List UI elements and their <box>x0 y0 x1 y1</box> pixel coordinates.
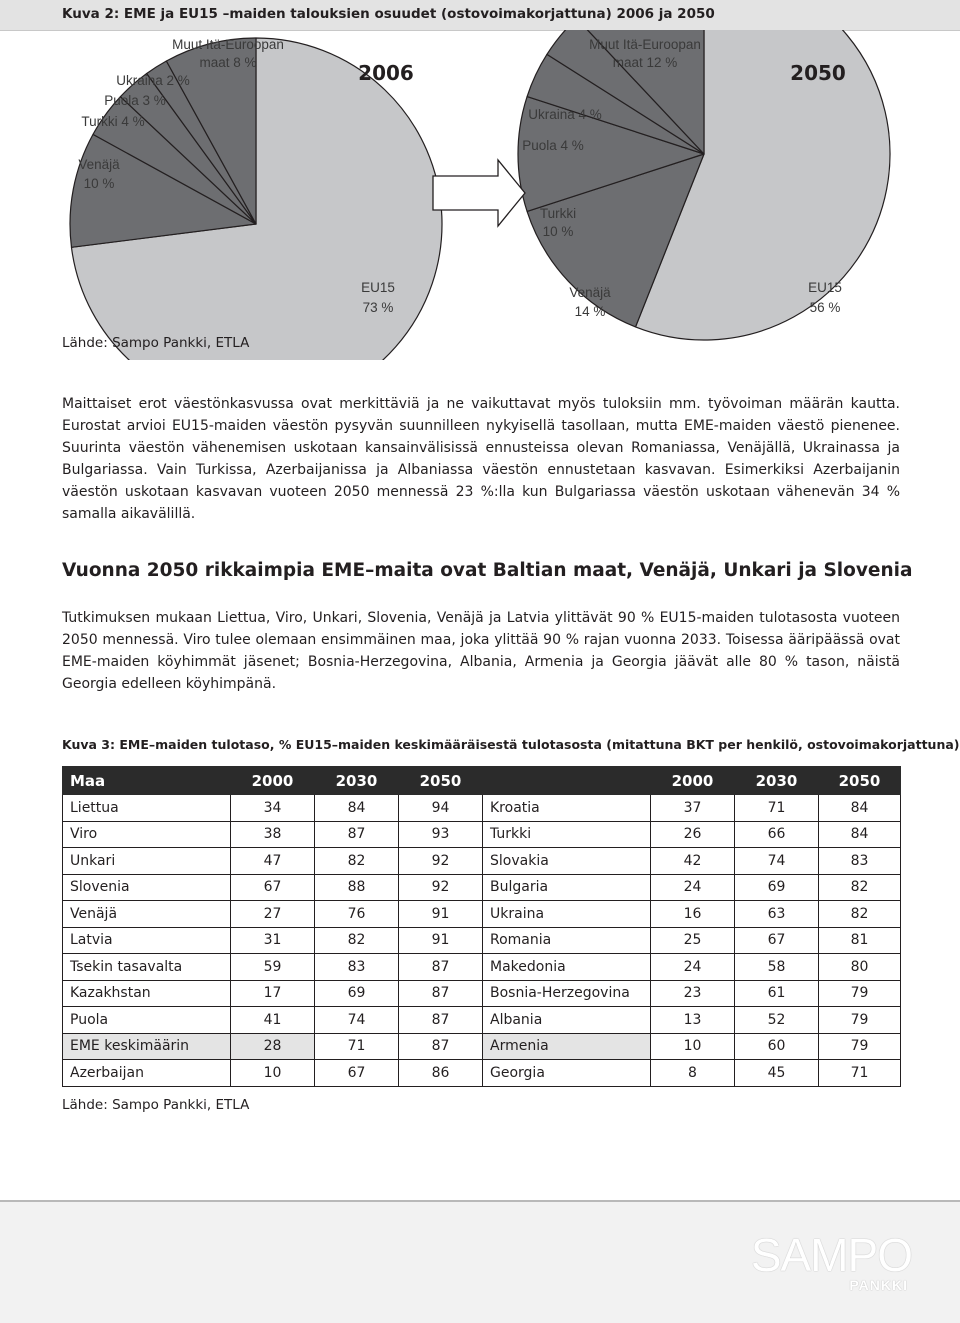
table-cell-value: 79 <box>819 980 901 1007</box>
table-cell-value: 17 <box>231 980 315 1007</box>
table-cell-country: Puola <box>63 1007 231 1034</box>
table-cell-value: 87 <box>399 1033 483 1060</box>
table-cell-value: 58 <box>735 954 819 981</box>
col-header-blank <box>483 767 651 795</box>
label-2050-eu15-line1: EU15 <box>808 280 842 295</box>
table-cell-value: 8 <box>651 1060 735 1087</box>
table-cell-value: 82 <box>819 901 901 928</box>
table-cell-value: 91 <box>399 901 483 928</box>
table-cell-value: 38 <box>231 821 315 848</box>
table-cell-value: 92 <box>399 848 483 875</box>
table-cell-value: 31 <box>231 927 315 954</box>
col-header-2000-right: 2000 <box>651 767 735 795</box>
table-cell-value: 28 <box>231 1033 315 1060</box>
table-cell-country: Kroatia <box>483 795 651 822</box>
label-2050-turkki-line2: 10 % <box>542 224 574 239</box>
table-row <box>63 1033 901 1060</box>
table-cell-value: 87 <box>399 980 483 1007</box>
table-row <box>63 795 901 822</box>
label-2050-muut-line2: maat 12 % <box>612 55 678 70</box>
table-cell-country: Azerbaijan <box>63 1060 231 1087</box>
label-2006-puola: Puola 3 % <box>104 93 166 108</box>
table-cell-country: Slovenia <box>63 874 231 901</box>
section-heading: Vuonna 2050 rikkaimpia EME–maita ovat Baltian maat, Venäjä, Unkari ja Slovenia <box>62 560 913 581</box>
sampo-logo: SAMPO <box>750 1229 912 1281</box>
label-2006-eu15-line1: EU15 <box>361 280 395 295</box>
label-2050-venaja-line2: 14 % <box>574 304 606 319</box>
table-row <box>63 1060 901 1087</box>
table-cell-country: Albania <box>483 1007 651 1034</box>
table-cell-country: Turkki <box>483 821 651 848</box>
table-cell-value: 45 <box>735 1060 819 1087</box>
table-cell-value: 26 <box>651 821 735 848</box>
table-cell-value: 24 <box>651 954 735 981</box>
table-cell-value: 10 <box>651 1033 735 1060</box>
col-header-maa: Maa <box>63 767 231 795</box>
table-cell-value: 47 <box>231 848 315 875</box>
pie-charts <box>0 30 960 360</box>
label-2006-turkki: Turkki 4 % <box>81 114 145 129</box>
label-2006-eu15-line2: 73 % <box>362 300 394 315</box>
table-cell-value: 82 <box>315 848 399 875</box>
table-cell-country: Liettua <box>63 795 231 822</box>
table-row <box>63 954 901 981</box>
table-cell-value: 84 <box>315 795 399 822</box>
table-cell-value: 87 <box>399 954 483 981</box>
label-2050-ukraina: Ukraina 4 % <box>528 107 602 122</box>
table-cell-value: 52 <box>735 1007 819 1034</box>
label-2006-muut-line2: maat 8 % <box>199 55 257 70</box>
table-cell-value: 83 <box>819 848 901 875</box>
table-cell-value: 92 <box>399 874 483 901</box>
paragraph-population: Maittaiset erot väestönkasvussa ovat merkittäviä ja ne vaikuttavat myös tuloksiin mm. työvoiman määrän kautta. Eurostat arvioi EU15-maiden väestön pysyvän suunnilleen nykyisellä tasollaan, mutta EME-maiden väestö pienenee. Suurinta väestön vähenemisen uskotaan kansainvälisissä ennusteissa olevan Romaniassa, Venäjällä, Ukrainassa ja Bulgariassa. Vain Turkissa, Azerbaijanissa ja Albaniassa väestön ennustetaan kasvavan. Esimerkiksi Azerbaijanin väestön uskotaan kasvavan vuoteen 2050 mennessä 23 %:lla kun Bulgariassa väestön uskotaan vähenevän 34 % samalla aikavälillä. <box>62 396 900 522</box>
label-2006-venaja-line2: 10 % <box>83 176 115 191</box>
table-cell-value: 84 <box>819 795 901 822</box>
figure-3-caption: Kuva 3: EME–maiden tulotaso, % EU15–maiden keskimääräisestä tulotasosta (mitattuna BKT per henkilö, ostovoimakorjattuna) <box>62 737 960 752</box>
table-cell-value: 80 <box>819 954 901 981</box>
table-cell-value: 83 <box>315 954 399 981</box>
table-cell-value: 16 <box>651 901 735 928</box>
table-cell-country: EME keskimäärin <box>63 1033 231 1060</box>
table-cell-value: 59 <box>231 954 315 981</box>
label-2050-venaja-line1: Venäjä <box>569 285 611 300</box>
label-2050-turkki-line1: Turkki <box>539 206 577 221</box>
table-cell-country: Armenia <box>483 1033 651 1060</box>
table-cell-value: 93 <box>399 821 483 848</box>
table-cell-country: Unkari <box>63 848 231 875</box>
sampo-logo-sub: PANKKI <box>849 1277 908 1293</box>
table-cell-value: 23 <box>651 980 735 1007</box>
table-cell-value: 69 <box>315 980 399 1007</box>
figure-2-caption: Kuva 2: EME ja EU15 –maiden talouksien osuudet (ostovoimakorjattuna) 2006 ja 2050 <box>62 6 715 22</box>
figure-2-source: Lähde: Sampo Pankki, ETLA <box>62 335 250 351</box>
table-cell-country: Kazakhstan <box>63 980 231 1007</box>
table-cell-value: 69 <box>735 874 819 901</box>
figure-3-source: Lähde: Sampo Pankki, ETLA <box>62 1097 250 1113</box>
table-cell-country: Makedonia <box>483 954 651 981</box>
table-cell-value: 87 <box>399 1007 483 1034</box>
table-cell-value: 87 <box>315 821 399 848</box>
table-cell-value: 24 <box>651 874 735 901</box>
label-2006-muut-line1: Muut Itä-Euroopan <box>172 37 284 52</box>
table-cell-value: 63 <box>735 901 819 928</box>
col-header-2050-right: 2050 <box>819 767 901 795</box>
table-cell-value: 84 <box>819 821 901 848</box>
table-row <box>63 980 901 1007</box>
table-cell-country: Venäjä <box>63 901 231 928</box>
table-cell-value: 71 <box>819 1060 901 1087</box>
table-cell-value: 10 <box>231 1060 315 1087</box>
table-cell-value: 82 <box>819 874 901 901</box>
table-cell-value: 71 <box>315 1033 399 1060</box>
col-header-2050-left: 2050 <box>399 767 483 795</box>
table-cell-value: 67 <box>315 1060 399 1087</box>
table-cell-country: Viro <box>63 821 231 848</box>
arrow-icon <box>433 160 525 226</box>
label-2006-venaja-line1: Venäjä <box>78 157 120 172</box>
col-header-2030-left: 2030 <box>315 767 399 795</box>
income-table <box>62 766 901 1087</box>
label-2050-eu15-line2: 56 % <box>809 300 841 315</box>
table-cell-value: 13 <box>651 1007 735 1034</box>
col-header-2000-left: 2000 <box>231 767 315 795</box>
table-row <box>63 821 901 848</box>
table-cell-country: Tsekin tasavalta <box>63 954 231 981</box>
table-cell-value: 67 <box>231 874 315 901</box>
table-cell-country: Bulgaria <box>483 874 651 901</box>
table-cell-value: 81 <box>819 927 901 954</box>
table-cell-country: Romania <box>483 927 651 954</box>
table-row <box>63 1007 901 1034</box>
label-2050-puola: Puola 4 % <box>522 138 584 153</box>
table-cell-value: 42 <box>651 848 735 875</box>
table-cell-value: 91 <box>399 927 483 954</box>
table-cell-value: 76 <box>315 901 399 928</box>
table-header-row <box>63 767 901 795</box>
table-cell-value: 94 <box>399 795 483 822</box>
table-cell-value: 86 <box>399 1060 483 1087</box>
col-header-2030-right: 2030 <box>735 767 819 795</box>
table-row <box>63 848 901 875</box>
table-row <box>63 901 901 928</box>
table-cell-value: 79 <box>819 1033 901 1060</box>
table-cell-value: 37 <box>651 795 735 822</box>
table-row <box>63 874 901 901</box>
table-cell-value: 79 <box>819 1007 901 1034</box>
table-cell-value: 71 <box>735 795 819 822</box>
table-cell-value: 60 <box>735 1033 819 1060</box>
table-cell-value: 41 <box>231 1007 315 1034</box>
table-row <box>63 927 901 954</box>
paragraph-income: Tutkimuksen mukaan Liettua, Viro, Unkari, Slovenia, Venäjä ja Latvia ylittävät 90 % EU15-maiden tulotasosta vuoteen 2050 mennessä. Viro tulee olemaan ensimmäinen maa, joka ylittää 90 % rajan vuonna 2033. Toisessa ääripäässä ovat EME-maiden köyhimmät jäsenet; Bosnia-Herzegovina, Albania, Armenia ja Georgia jäävät alle 80 % tason, näistä Georgia edelleen köyhimpänä. <box>62 610 900 692</box>
table-cell-country: Slovakia <box>483 848 651 875</box>
table-cell-country: Latvia <box>63 927 231 954</box>
table-cell-value: 74 <box>315 1007 399 1034</box>
table-cell-value: 25 <box>651 927 735 954</box>
table-cell-value: 34 <box>231 795 315 822</box>
label-2050-muut-line1: Muut Itä-Euroopan <box>589 37 701 52</box>
table-cell-value: 82 <box>315 927 399 954</box>
figure-2-header <box>0 0 960 31</box>
year-2006-label: 2006 <box>358 61 414 85</box>
table-cell-value: 27 <box>231 901 315 928</box>
table-cell-value: 67 <box>735 927 819 954</box>
table-cell-country: Bosnia-Herzegovina <box>483 980 651 1007</box>
table-cell-country: Georgia <box>483 1060 651 1087</box>
label-2006-ukraina: Ukraina 2 % <box>116 73 190 88</box>
table-cell-value: 88 <box>315 874 399 901</box>
year-2050-label: 2050 <box>790 61 846 85</box>
table-cell-value: 66 <box>735 821 819 848</box>
table-cell-country: Ukraina <box>483 901 651 928</box>
table-cell-value: 74 <box>735 848 819 875</box>
table-cell-value: 61 <box>735 980 819 1007</box>
